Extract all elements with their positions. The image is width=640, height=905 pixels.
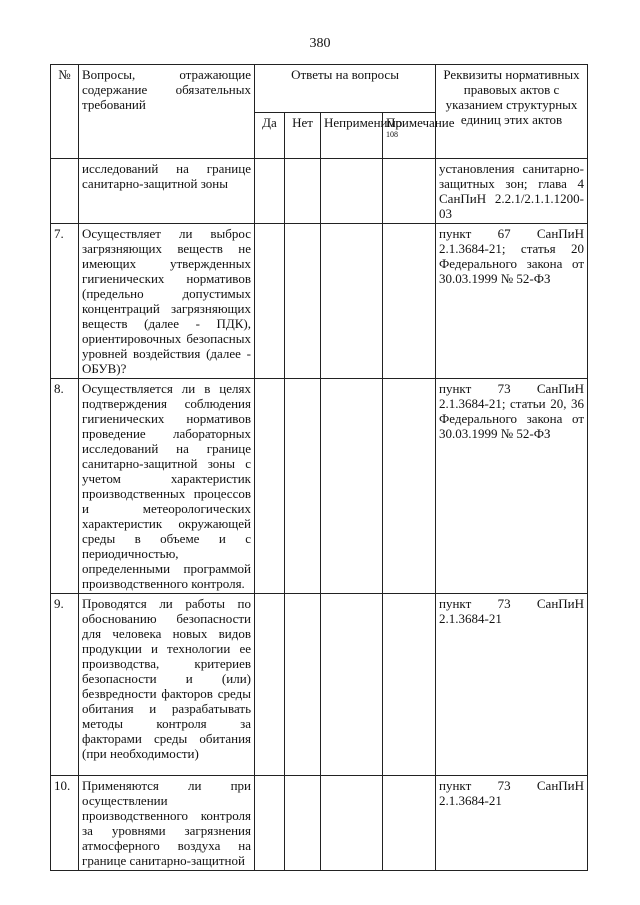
- answer-na-cell[interactable]: [321, 224, 383, 379]
- checklist-table: [50, 64, 588, 871]
- row-question: исследований на границе санитарно-защитной зоны: [79, 159, 255, 224]
- row-number: 8.: [51, 379, 79, 594]
- row-requisites: установления санитарно-защитных зон; глава 4 СанПиН 2.2.1/2.1.1.1200-03: [436, 159, 588, 224]
- row-question: Применяются ли при осуществлении производственного контроля за уровнями загрязнения атмосферного воздуха на границе санитарно-защитной: [79, 776, 255, 871]
- row-number: 9.: [51, 594, 79, 776]
- row-question: Осуществляется ли в целях подтверждения соблюдения гигиенических нормативов проведение лабораторных исследований на границе санитарно-защитной зоны с учетом характеристик производственных процессов и метеорологических характеристик окружающей среды в объеме и с периодичностью, определенными программой производственного контроля.: [79, 379, 255, 594]
- answer-note-cell[interactable]: [383, 159, 436, 224]
- checklist-rows: [51, 159, 588, 871]
- answer-note-cell[interactable]: [383, 224, 436, 379]
- answer-yes-cell[interactable]: [255, 159, 285, 224]
- header-requisites: Реквизиты нормативных правовых актов с указанием структурных единиц этих актов: [436, 65, 588, 159]
- table-row: [51, 379, 588, 594]
- header-answers: Ответы на вопросы: [255, 65, 436, 113]
- row-number: 10.: [51, 776, 79, 871]
- answer-note-cell[interactable]: [383, 379, 436, 594]
- row-number: [51, 159, 79, 224]
- answer-na-cell[interactable]: [321, 594, 383, 776]
- header-yes: Да: [255, 113, 285, 159]
- header-no: Нет: [285, 113, 321, 159]
- row-requisites: пункт 67 СанПиН 2.1.3684-21; статья 20 Федерального закона от 30.03.1999 № 52-ФЗ: [436, 224, 588, 379]
- answer-note-cell[interactable]: [383, 594, 436, 776]
- row-question: Проводятся ли работы по обоснованию безопасности для человека новых видов продукции и технологии ее производства, критериев безопасности и (или) безвредности факторов среды обитания и разрабатывать методы контроля за факторами среды обитания (при необходимости): [79, 594, 255, 776]
- header-not-applicable: Неприменимо: [321, 113, 383, 159]
- answer-no-cell[interactable]: [285, 224, 321, 379]
- answer-na-cell[interactable]: [321, 776, 383, 871]
- table-row: [51, 224, 588, 379]
- answer-yes-cell[interactable]: [255, 776, 285, 871]
- header-note-label: Примечание: [386, 115, 455, 130]
- answer-na-cell[interactable]: [321, 379, 383, 594]
- page-number: 380: [309, 36, 331, 51]
- header-note-ref: 108: [386, 130, 398, 139]
- header-note: [383, 113, 455, 159]
- answer-note-cell[interactable]: [383, 776, 436, 871]
- row-requisites: пункт 73 СанПиН 2.1.3684-21; статьи 20, 36 Федерального закона от 30.03.1999 № 52-ФЗ: [436, 379, 588, 594]
- table-row: [51, 159, 588, 224]
- header-questions: Вопросы, отражающие содержание обязательных требований: [79, 65, 255, 159]
- answer-no-cell[interactable]: [285, 776, 321, 871]
- answer-na-cell[interactable]: [321, 159, 383, 224]
- table-row: [51, 776, 588, 871]
- answer-yes-cell[interactable]: [255, 224, 285, 379]
- answer-yes-cell[interactable]: [255, 594, 285, 776]
- row-requisites: пункт 73 СанПиН 2.1.3684-21: [436, 594, 588, 776]
- header-number: №: [51, 65, 79, 159]
- answer-no-cell[interactable]: [285, 159, 321, 224]
- row-requisites: пункт 73 СанПиН 2.1.3684-21: [436, 776, 588, 871]
- answer-no-cell[interactable]: [285, 379, 321, 594]
- row-number: 7.: [51, 224, 79, 379]
- answer-yes-cell[interactable]: [255, 379, 285, 594]
- table-row: [51, 594, 588, 776]
- answer-no-cell[interactable]: [285, 594, 321, 776]
- row-question: Осуществляет ли выброс загрязняющих веществ не имеющих утвержденных гигиенических нормативов (предельно допустимых концентраций загрязняющих веществ (далее - ПДК), ориентировочных безопасных уровней воздействия (далее - ОБУВ)?: [79, 224, 255, 379]
